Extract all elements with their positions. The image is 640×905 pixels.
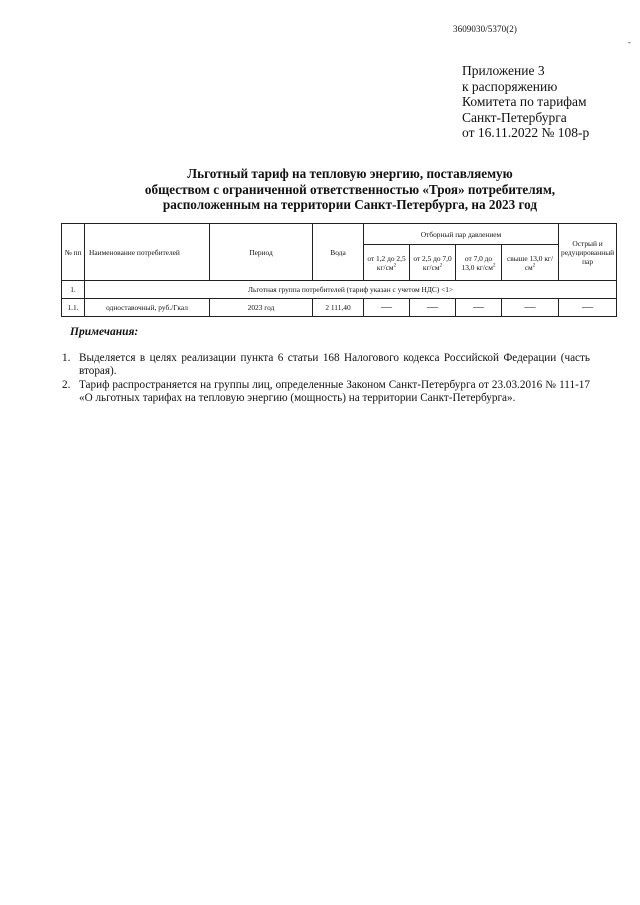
appendix-line: к распоряжению: [462, 78, 558, 94]
note-text: Тариф распространяется на группы лиц, определенные Законом Санкт-Петербурга от 23.03.2016 № 111-17 «О льготных тарифах на тепловую энергию (мощность) на территории Санкт-Петербурга».: [79, 378, 590, 405]
header-steam-4: свыше 13,0 $кг/см^2$: [502, 245, 559, 281]
row-steam-1: —: [364, 299, 410, 317]
notes-list: [62, 352, 590, 406]
appendix-line: Комитета по тарифам: [462, 94, 587, 110]
title-line: Льготный тариф на тепловую энергию, поставляемую: [187, 166, 513, 181]
table-row: [62, 299, 617, 317]
row-consumer: одноставочный, руб./Гкал: [85, 299, 210, 317]
group-row-label: Льготная группа потребителей (тариф указан с учетом НДС) <1>: [85, 281, 617, 299]
note-text: Выделяется в целях реализации пункта 6 статьи 168 Налогового кодекса Российской Федерации (часть вторая).: [79, 352, 590, 378]
header-steam-2: от 2,5 до 7,0 $кг/см^2$: [410, 245, 456, 281]
group-row-num: 1.: [62, 281, 85, 299]
header-steam-group: Отборный пар давлением: [364, 224, 559, 245]
note-number: 2.: [62, 378, 71, 391]
document-number: 3609030/5370(2): [453, 24, 517, 34]
header-steam-1: от 1,2 до 2,5 $кг/см^2$: [364, 245, 410, 281]
row-steam-4: —: [502, 299, 559, 317]
header-num: № пп: [62, 224, 85, 281]
appendix-block: [462, 63, 589, 141]
header-consumers: Наименование потребителей: [85, 224, 210, 281]
list-item: [62, 352, 590, 379]
row-water: 2 111,40: [313, 299, 364, 317]
header-water: Вода: [313, 224, 364, 281]
header-period: Период: [210, 224, 313, 281]
list-item: [62, 379, 590, 406]
note-number: 1.: [62, 352, 71, 364]
row-steam-2: —: [410, 299, 456, 317]
row-steam-3: —: [456, 299, 502, 317]
corner-mark: -: [628, 38, 631, 47]
row-period: 2023 год: [210, 299, 313, 317]
row-sharp-steam: —: [559, 299, 617, 317]
appendix-line: от 16.11.2022 № 108-р: [462, 125, 590, 141]
header-sharp-steam: Острый и редуцированный пар: [559, 224, 617, 281]
tariff-table: [61, 223, 617, 317]
notes-heading: Примечания:: [70, 326, 139, 338]
appendix-line: Санкт-Петербурга: [462, 109, 567, 125]
title-line: расположенным на территории Санкт-Петербурга, на 2023 год: [162, 197, 538, 212]
header-steam-3: от 7,0 до 13,0 $кг/см^2$: [456, 245, 502, 281]
row-num: 1.1.: [62, 299, 85, 317]
document-title: [60, 166, 640, 213]
appendix-line: Приложение 3: [462, 63, 545, 78]
title-line: обществом с ограниченной ответственностью «Троя» потребителям,: [144, 181, 556, 197]
